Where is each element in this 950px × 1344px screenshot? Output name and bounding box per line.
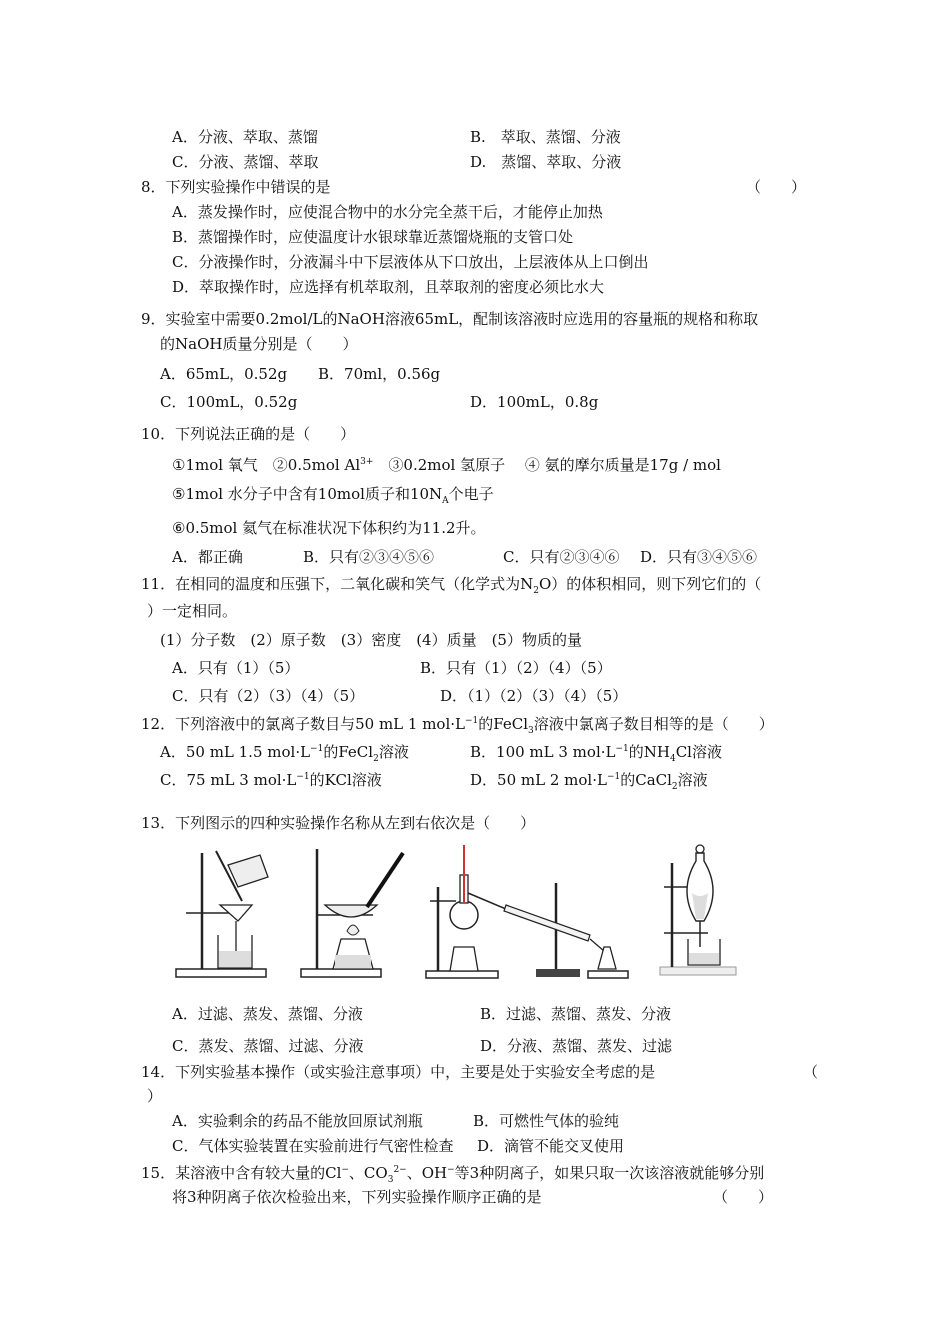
q9-option-d: D．100mL，0.8g <box>470 393 599 411</box>
q13-apparatus-figures <box>172 843 752 988</box>
q8-option-a: A．蒸发操作时，应使混合物中的水分完全蒸干后，才能停止加热 <box>172 203 603 221</box>
q8-stem: 8．下列实验操作中错误的是 <box>141 178 331 196</box>
q14-option-d: D．滴管不能交叉使用 <box>477 1137 625 1155</box>
evaporation-apparatus-figure <box>297 843 407 983</box>
q10-statement-line3: ⑥0.5mol 氦气在标准状况下体积约为11.2升。 <box>172 519 486 537</box>
q10-statement-line1: ①1mol 氧气 ②0.5mol $Al^{3+}$ ③0.2mol 氢原子 ④ 氨的摩尔质量是17g / mol <box>172 456 721 474</box>
q9-option-b: B．70ml，0.56g <box>318 365 441 383</box>
q15-stem-line2: 将3种阴离子依次检验出来，下列实验操作顺序正确的是 <box>172 1188 542 1206</box>
q8-option-c: C．分液操作时，分液漏斗中下层液体从下口放出，上层液体从上口倒出 <box>172 253 649 271</box>
q9-option-a: A．65mL，0.52g <box>160 365 288 383</box>
q13-option-d: D．分液、蒸馏、蒸发、过滤 <box>480 1037 673 1055</box>
q11-option-a: A．只有（1）（5） <box>172 659 300 677</box>
q8-option-d: D．萃取操作时，应选择有机萃取剂，且萃取剂的密度必须比水大 <box>172 278 605 296</box>
q13-option-c: C．蒸发、蒸馏、过滤、分液 <box>172 1037 364 1055</box>
distillation-apparatus-figure <box>420 843 630 983</box>
q12-option-b: B．100 mL 3 $mol\cdot L^{-1}$的$NH_4Cl$溶液 <box>470 743 722 764</box>
q13-option-a: A．过滤、蒸发、蒸馏、分液 <box>172 1005 363 1023</box>
q14-paren-close: ） <box>147 1087 163 1105</box>
q7-option-c: C．分液、蒸馏、萃取 <box>172 153 319 171</box>
q15-answer-paren: （ ） <box>713 1188 774 1206</box>
q11-option-d: D．（1）（2）（3）（4）（5） <box>440 687 628 705</box>
q7-option-b: B. 萃取、蒸馏、分液 <box>470 128 621 146</box>
q8-answer-paren: （ ） <box>746 178 807 196</box>
q10-option-c: C．只有②③④⑥ <box>503 548 620 566</box>
q7-option-a: A．分液、萃取、蒸馏 <box>172 128 318 146</box>
q14-option-c: C．气体实验装置在实验前进行气密性检查 <box>172 1137 454 1155</box>
q7-option-d: D. 蒸馏、萃取、分液 <box>470 153 622 171</box>
q9-stem-line1: 9．实验室中需要0.2mol/L的NaOH溶液65mL，配制该溶液时应选用的容量瓶的规格和称取 <box>141 310 759 328</box>
q10-option-b: B．只有②③④⑤⑥ <box>303 548 435 566</box>
q11-items: (1）分子数 (2）原子数 (3）密度 (4）质量 (5）物质的量 <box>160 631 582 649</box>
q11-stem-line1: 11．在相同的温度和压强下，二氧化碳和笑气（化学式为$N_2O$）的体积相同，则下列它们的（ <box>141 575 762 596</box>
q15-stem-line1: 15．某溶液中含有较大量的Cl−、$CO_3^{2-}$、OH−等3种阴离子，如果只取一次该溶液就能够分别 <box>141 1164 765 1185</box>
q11-stem-line2: ）一定相同。 <box>147 602 238 620</box>
q9-stem-line2: 的NaOH质量分别是（ ） <box>160 335 358 353</box>
q10-stem: 10．下列说法正确的是（ ） <box>141 425 356 443</box>
q11-option-b: B．只有（1）（2）（4）（5） <box>420 659 612 677</box>
q14-stem: 14．下列实验基本操作（或实验注意事项）中，主要是处于实验安全考虑的是 <box>141 1063 656 1081</box>
q10-option-d: D．只有③④⑤⑥ <box>640 548 758 566</box>
q14-paren-open: （ <box>803 1063 819 1081</box>
separatory-funnel-apparatus-figure <box>652 843 752 983</box>
q9-option-c: C．100mL，0.52g <box>160 393 298 411</box>
q12-option-c: C．75 mL 3 $mol\cdot L^{-1}$的KCl溶液 <box>160 771 382 789</box>
filtration-apparatus-figure <box>172 843 272 983</box>
q14-option-b: B．可燃性气体的验纯 <box>473 1112 620 1130</box>
q8-option-b: B．蒸馏操作时，应使温度计水银球靠近蒸馏烧瓶的支管口处 <box>172 228 574 246</box>
q10-option-a: A．都正确 <box>172 548 243 566</box>
q12-stem: 12．下列溶液中的氯离子数目与50 mL 1 $mol\cdot L^{-1}$的FeCl$_3$溶液中氯离子数目相等的是（ ） <box>141 715 774 736</box>
q11-option-c: C．只有（2）（3）（4）（5） <box>172 687 365 705</box>
q13-stem: 13．下列图示的四种实验操作名称从左到右依次是（ ） <box>141 814 536 832</box>
q13-option-b: B．过滤、蒸馏、蒸发、分液 <box>480 1005 672 1023</box>
q12-option-a: A．50 mL 1.5 $mol\cdot L^{-1}$的FeCl$_2$溶液 <box>160 743 409 764</box>
q10-statement-line2: ⑤1mol 水分子中含有10mol质子和$10N_A$个电子 <box>172 485 494 506</box>
q14-option-a: A．实验剩余的药品不能放回原试剂瓶 <box>172 1112 423 1130</box>
q12-option-d: D．50 mL 2 $mol\cdot L^{-1}$的CaCl$_2$溶液 <box>470 771 708 792</box>
